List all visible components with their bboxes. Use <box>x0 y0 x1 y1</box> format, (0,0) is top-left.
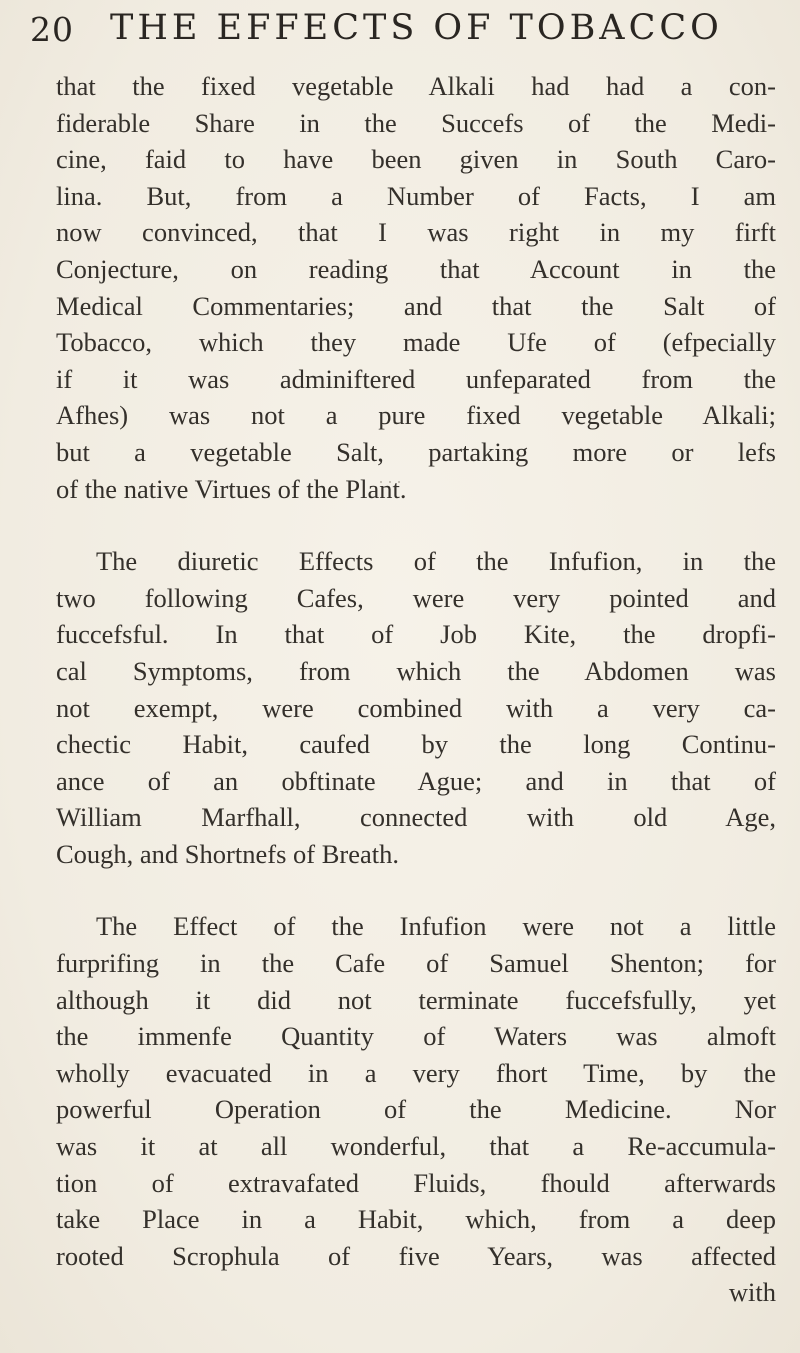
text-line: the immenfe Quantity of Waters was almoft <box>56 1021 776 1052</box>
text-line: fiderable Share in the Succefs of the Medi- <box>56 107 776 138</box>
text-line: although it did not terminate fuccefsfully, yet <box>56 984 776 1015</box>
text-line: fuccefsful. In that of Job Kite, the dropfi- <box>56 619 776 650</box>
text-line: Conjecture, on reading that Account in the <box>56 253 776 284</box>
text-line: take Place in a Habit, which, from a deep <box>56 1204 776 1235</box>
text-line: Medical Commentaries; and that the Salt of <box>56 290 776 321</box>
text-line: not exempt, were combined with a very ca- <box>56 692 776 723</box>
text-line: Afhes) was not a pure fixed vegetable Alkali; <box>56 400 776 431</box>
body-text <box>56 68 776 1311</box>
text-line: furprifing in the Cafe of Samuel Shenton; for <box>56 948 776 979</box>
text-line: rooted Scrophula of five Years, was affected <box>56 1240 776 1271</box>
text-line: William Marfhall, connected with old Age, <box>56 802 776 833</box>
paragraph-1 <box>56 68 776 507</box>
paragraph-3 <box>56 908 776 1274</box>
text-line: tion of extravafated Fluids, fhould afterwards <box>56 1167 776 1198</box>
text-line: of the native Virtues of the Plant. <box>56 473 407 504</box>
text-line: was it at all wonderful, that a Re-accumula- <box>56 1131 776 1162</box>
text-line: The Effect of the Infufion were not a little <box>96 911 776 942</box>
running-title: THE EFFECTS OF TOBACCO <box>110 8 723 48</box>
text-line: powerful Operation of the Medicine. Nor <box>56 1094 776 1125</box>
text-line: that the fixed vegetable Alkali had had a con- <box>56 71 776 101</box>
text-line: if it was adminiftered unfeparated from the <box>56 363 776 394</box>
text-line: Cough, and Shortnefs of Breath. <box>56 838 399 869</box>
text-line: The diuretic Effects of the Infufion, in the <box>96 546 776 577</box>
text-line: two following Cafes, were very pointed and <box>56 582 776 613</box>
running-head <box>30 4 790 62</box>
text-line: cine, faid to have been given in South Caro- <box>56 144 776 175</box>
page-number: 20 <box>30 10 74 49</box>
text-line: but a vegetable Salt, partaking more or lefs <box>56 436 776 467</box>
text-line: chectic Habit, caufed by the long Continu- <box>56 729 776 760</box>
catchword: with <box>728 1277 776 1308</box>
paragraph-2 <box>56 543 776 872</box>
text-line: Tobacco, which they made Ufe of (efpecially <box>56 327 776 358</box>
text-line: cal Symptoms, from which the Abdomen was <box>56 655 776 686</box>
text-line: now convinced, that I was right in my firft <box>56 217 776 248</box>
text-line: lina. But, from a Number of Facts, I am <box>56 180 776 211</box>
text-line: ance of an obftinate Ague; and in that of <box>56 765 776 796</box>
text-line: wholly evacuated in a very fhort Time, by the <box>56 1057 776 1088</box>
